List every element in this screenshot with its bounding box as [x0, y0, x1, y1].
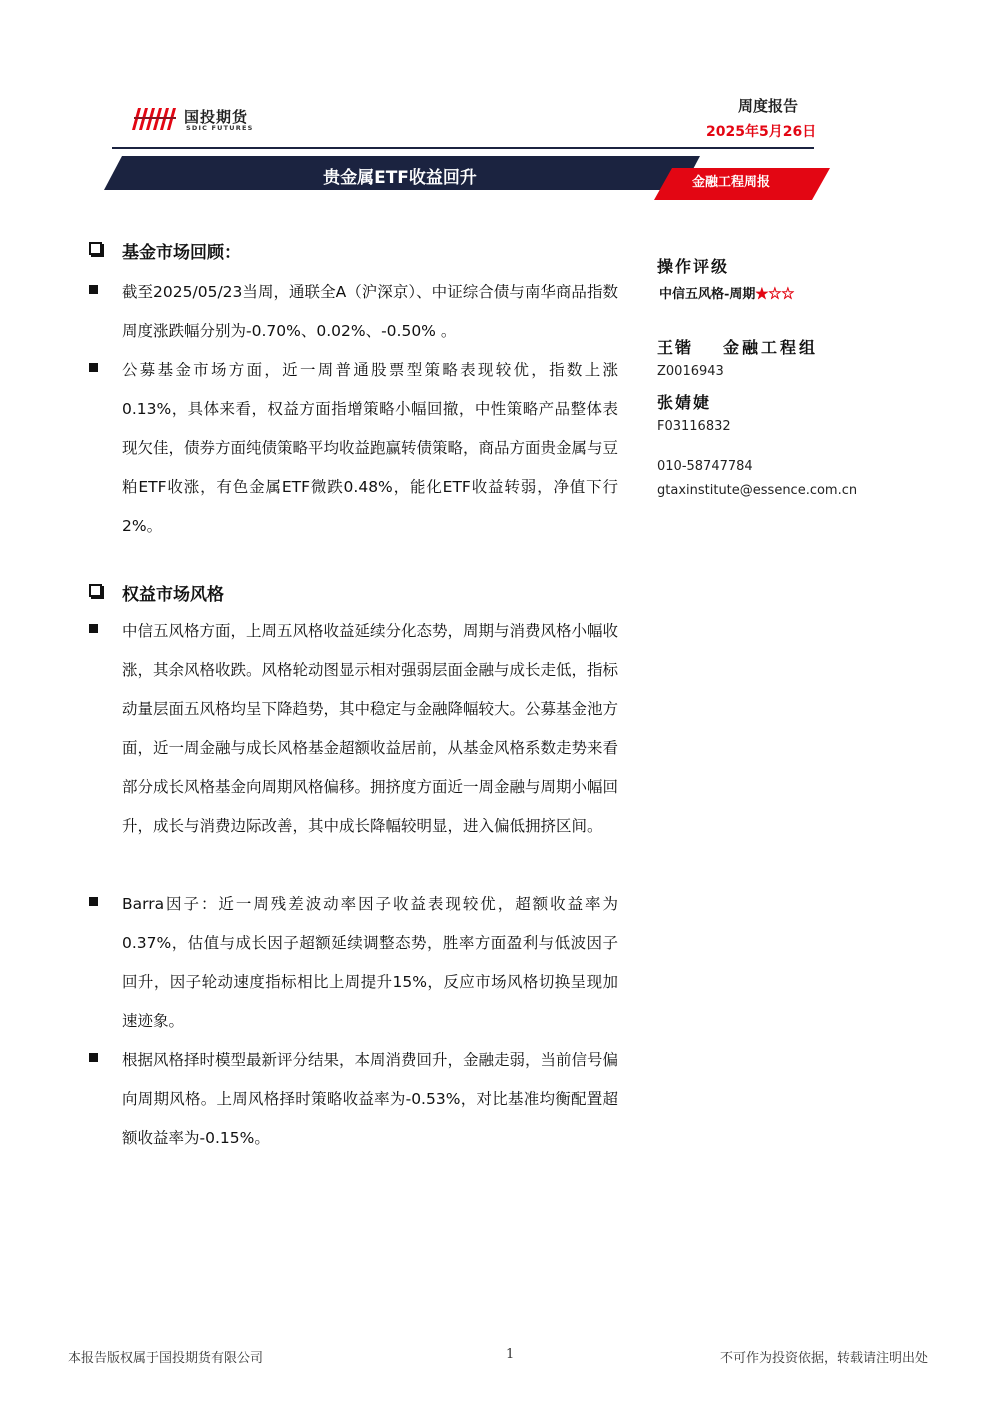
rating-title: 操作评级	[657, 257, 730, 276]
analyst-group: 金融工程组	[723, 338, 819, 357]
logo-icon	[132, 106, 180, 132]
star-empty-icon: ☆☆	[768, 287, 795, 302]
bullet-square-icon	[89, 363, 98, 372]
bullet-square-icon	[89, 285, 98, 294]
section-paragraph: Barra因子：近一周残差波动率因子收益表现较优，超额收益率为0.37%，估值与成长因子超额延续调整态势，胜率方面盈利与低波因子回升，因子轮动速度指标相比上周提升15%，反应市场风格切换呈现加速迹象。	[122, 895, 618, 1030]
rating-line	[659, 283, 794, 302]
analyst-name: 王锴	[657, 338, 694, 357]
star-filled-icon: ★	[755, 287, 769, 302]
section-paragraph: 截至2025/05/23当周，通联全A（沪深京）、中证综合债与南华商品指数周度涨跌幅分别为-0.70%、0.02%、-0.50% 。	[122, 283, 618, 340]
page-number: 1	[506, 1347, 515, 1362]
contact-email[interactable]: gtaxinstitute@essence.com.cn	[657, 483, 858, 498]
section-checkbox-icon	[89, 242, 102, 255]
contact-phone: 010-58747784	[657, 459, 753, 474]
report-title: 贵金属ETF收益回升	[323, 168, 477, 188]
footer-copyright: 本报告版权属于国投期货有限公司	[68, 1351, 264, 1366]
logo-english: SDIC FUTURES	[186, 124, 254, 132]
section-paragraph: 公募基金市场方面，近一周普通股票型策略表现较优，指数上涨0.13%，具体来看，权益方面指增策略小幅回撤，中性策略产品整体表现欠佳，债券方面纯债策略平均收益跑赢转债策略，商品方面贵金属与豆粕ETF收涨，有色金属ETF微跌0.48%，能化ETF收益转弱，净值下行2%。	[122, 361, 619, 535]
section-paragraph: 根据风格择时模型最新评分结果，本周消费回升，金融走弱，当前信号偏向周期风格。上周风格择时策略收益率为-0.53%，对比基准均衡配置超额收益率为-0.15%。	[122, 1051, 619, 1147]
rating-label: 中信五风格-周期	[659, 287, 756, 302]
bullet-square-icon	[89, 624, 98, 633]
logo-name: 国投期货	[184, 108, 249, 126]
report-date: 2025年5月26日	[706, 124, 817, 140]
footer-disclaimer: 不可作为投资依据，转载请注明出处	[720, 1351, 929, 1366]
report-type: 周度报告	[738, 97, 799, 115]
header-rule	[112, 147, 814, 149]
section-checkbox-icon	[89, 584, 102, 597]
section-paragraph: 中信五风格方面，上周五风格收益延续分化态势，周期与消费风格小幅收涨，其余风格收跌。风格轮动图显示相对强弱层面金融与成长走低，指标动量层面五风格均呈下降趋势，其中稳定与金融降幅较大。公募基金池方面，近一周金融与成长风格基金超额收益居前，从基金风格系数走势来看部分成长风格基金向周期风格偏移。拥挤度方面近一周金融与周期小幅回升，成长与消费边际改善，其中成长降幅较明显，进入偏低拥挤区间。	[122, 622, 619, 835]
category-tag: 金融工程周报	[692, 175, 771, 190]
analyst-id: F03116832	[657, 419, 731, 434]
section-title: 权益市场风格	[122, 585, 224, 605]
bullet-square-icon	[89, 897, 98, 906]
analyst-id: Z0016943	[657, 364, 724, 379]
bullet-square-icon	[89, 1053, 98, 1062]
analyst-name: 张婧婕	[657, 393, 712, 412]
section-title: 基金市场回顾：	[122, 243, 241, 263]
